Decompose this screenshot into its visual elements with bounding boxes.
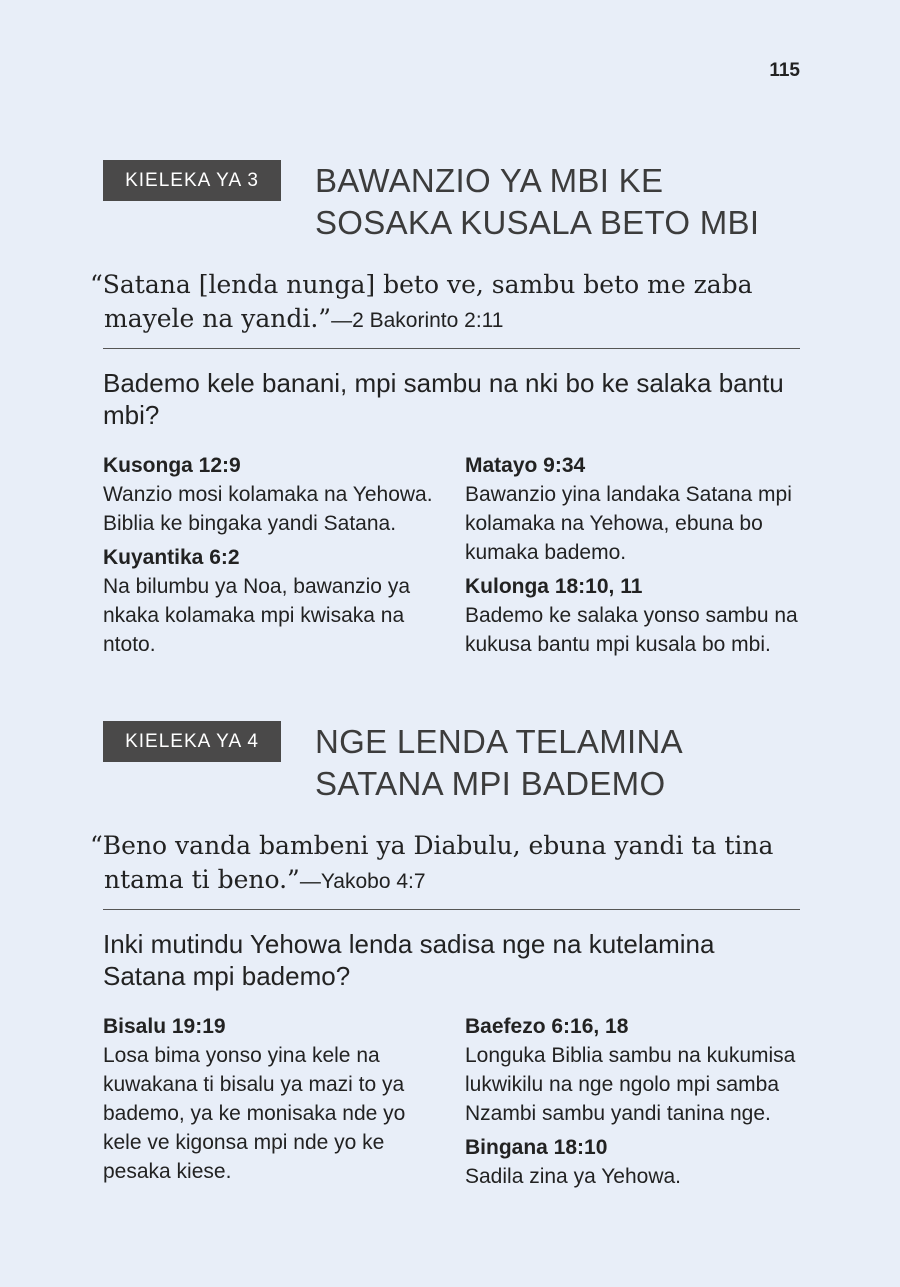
divider <box>103 348 800 349</box>
page-number: 115 <box>769 60 800 81</box>
scripture-entry <box>103 451 448 538</box>
right-column <box>465 451 800 664</box>
scripture-reference: Kuyantika 6:2 <box>103 546 240 569</box>
scripture-summary: Losa bima yonso yina kele na kuwakana ti bisalu ya mazi to ya bademo, ya ke monisaka nde yo kele ve kigonsa mpi nde yo ke pesaka kiese. <box>103 1044 406 1183</box>
scripture-columns <box>103 451 800 664</box>
scripture-entry <box>465 1133 800 1191</box>
scripture-summary: Longuka Biblia sambu na kukumisa lukwikilu na nge ngolo mpi samba Nzambi sambu yandi tanina nge. <box>465 1044 796 1125</box>
scripture-entry <box>103 1012 448 1186</box>
scripture-columns <box>103 1012 800 1196</box>
section-label: KIELEKA YA 3 <box>103 160 281 201</box>
scripture-summary: Wanzio mosi kolamaka na Yehowa. Biblia ke bingaka yandi Satana. <box>103 483 433 535</box>
section-title: BAWANZIO YA MBI KE SOSAKA KUSALA BETO MBI <box>315 162 760 241</box>
scripture-entry <box>103 543 448 659</box>
right-column <box>465 1012 800 1196</box>
section-header <box>103 721 800 805</box>
left-column <box>103 1012 448 1196</box>
scripture-reference: Baefezo 6:16, 18 <box>465 1015 629 1038</box>
section-question: Bademo kele banani, mpi sambu na nki bo ke salaka bantu mbi? <box>103 368 784 430</box>
quote-text: “Beno vanda bambeni ya Diabulu, ebuna yandi ta tina ntama ti beno.” <box>90 831 774 894</box>
scripture-entry <box>465 572 800 659</box>
scripture-reference: Matayo 9:34 <box>465 454 586 477</box>
left-column <box>103 451 448 664</box>
scripture-summary: Bawanzio yina landaka Satana mpi kolamaka na Yehowa, ebuna bo kumaka bademo. <box>465 483 792 564</box>
scripture-quote <box>90 268 800 338</box>
scripture-reference: Bisalu 19:19 <box>103 1015 226 1038</box>
section-question: Inki mutindu Yehowa lenda sadisa nge na kutelamina Satana mpi bademo? <box>103 929 715 991</box>
scripture-entry <box>465 1012 800 1128</box>
scripture-reference: Kulonga 18:10, 11 <box>465 575 643 598</box>
scripture-entry <box>465 451 800 567</box>
section-kieleka-4 <box>90 721 800 1196</box>
quote-reference: —Yakobo 4:7 <box>299 870 426 893</box>
section-kieleka-3 <box>90 160 800 664</box>
scripture-summary: Sadila zina ya Yehowa. <box>465 1165 681 1188</box>
quote-text: “Satana [lenda nunga] beto ve, sambu beto me zaba mayele na yandi.” <box>90 270 753 333</box>
quote-reference: —2 Bakorinto 2:11 <box>331 309 504 332</box>
scripture-reference: Kusonga 12:9 <box>103 454 241 477</box>
section-header <box>103 160 800 244</box>
section-label: KIELEKA YA 4 <box>103 721 281 762</box>
scripture-quote <box>90 829 800 899</box>
scripture-summary: Bademo ke salaka yonso sambu na kukusa bantu mpi kusala bo mbi. <box>465 604 798 656</box>
divider <box>103 909 800 910</box>
scripture-summary: Na bilumbu ya Noa, bawanzio ya nkaka kolamaka mpi kwisaka na ntoto. <box>103 575 411 656</box>
section-title: NGE LENDA TELAMINA SATANA MPI BADEMO <box>315 723 683 802</box>
scripture-reference: Bingana 18:10 <box>465 1136 608 1159</box>
